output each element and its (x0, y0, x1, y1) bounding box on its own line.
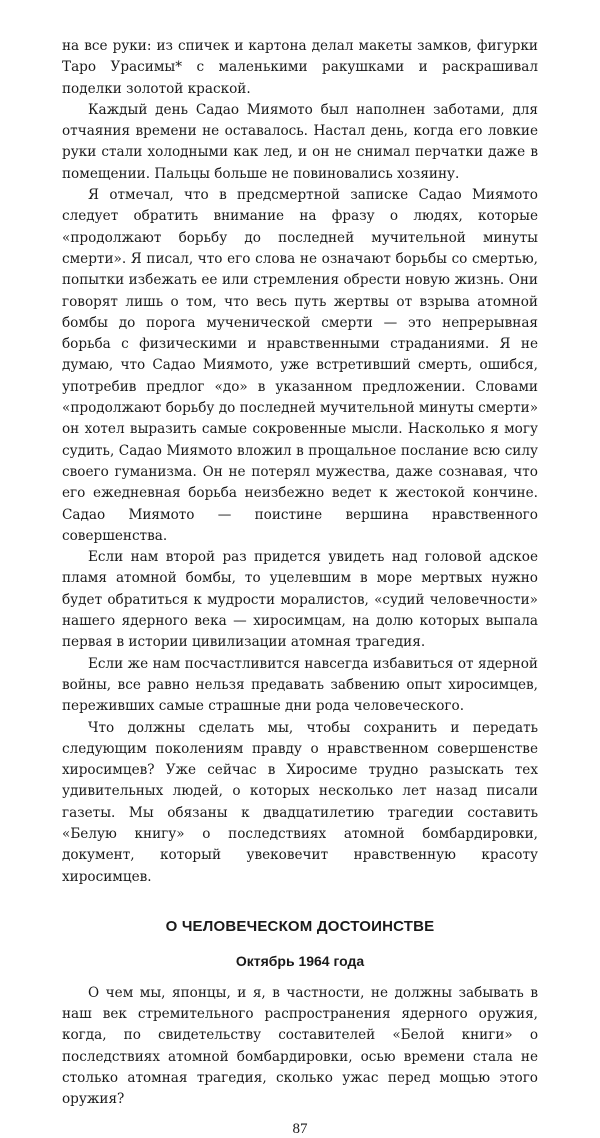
paragraph-daily-cares: Каждый день Садао Миямото был наполнен заботами, для отчаяния времени не оставалось. Настал день, когда его ловкие руки стали холодными как лед, и он не снимал перчатки даже в помещении. Пальцы больше не повиновались хозяину. (62, 101, 538, 182)
paragraph-farewell-note: Я отмечал, что в предсмертной записке Садао Миямото следует обратить внимание на фразу о людях, которые «продолжают борьбу до последней мучительной минуты смерти». Я писал, что его слова не означают борьбы со смертью, попытки избежать ее или стремления обрести новую жизнь. Они говорят лишь о том, что весь путь жертвы от взрыва атомной бомбы до порога мученической смерти — это непрерывная борьба с физическими и нравственными страданиями. Я не думаю, что Садао Миямото, уже встретивший смерть, ошибся, употребив предлог «до» в указанном предложении. Словами «продолжают борьбу до последней мучительной минуты смерти» он хотел выразить самые сокровенные мысли. Насколько я могу судить, Садао Миямото вложил в прощальное послание всю силу своего гуманизма. Он не потерял мужества, даже сознавая, что его ежедневная борьба неизбежно ведет к жестокой кончине. Садао Миямото — поистине вершина нравственного совершенства. (62, 187, 539, 544)
paragraph-continuation: на все руки: из спичек и картона делал макеты замков, фигурки Таро Урасимы* с маленькими ракушками и раскрашивал поделки золотой краской. (62, 38, 538, 97)
paragraph-second-bomb: Если нам второй раз придется увидеть над головой адское пламя атомной бомбы, то уцелевшим в море мертвых нужно будет обратиться к мудрости моралистов, «судий человечности» нашего ядерного века — хиросимцам, на долю которых выпала первая в истории цивилизации атомная трагедия. (62, 549, 538, 651)
paragraph-avoid-war: Если же нам посчастливится навсегда избавиться от ядерной войны, все равно нельзя предавать забвению опыт хиросимцев, переживших самые страшные дни рода человеческого. (62, 655, 538, 715)
page-number: 87 (292, 1120, 308, 1137)
section-date: Октябрь 1964 года (235, 952, 365, 969)
paragraph-white-book: Что должны сделать мы, чтобы сохранить и передать следующим поколениям правду о нравственном совершенстве хиросимцев? Уже сейчас в Хиросиме трудно разыскать тех удивительных людей, о которых несколько лет назад писали газеты. Мы обязаны к двадцатилетию трагедии составить «Белую книгу» о последствиях атомной бомбардировки, документ, который увековечит нравственную красоту хиросимцев. (62, 719, 538, 885)
paragraph-section-intro: О чем мы, японцы, и я, в частности, не должны забывать в наш век стремительного распространения ядерного оружия, когда, по свидетельству составителей «Белой книги» о последствиях атомной бомбардировки, осью времени стала не столько атомная трагедия, сколько ужас перед мощью этого оружия? (62, 984, 538, 1108)
section-title: О ЧЕЛОВЕЧЕСКОМ ДОСТОИНСТВЕ (165, 917, 435, 935)
